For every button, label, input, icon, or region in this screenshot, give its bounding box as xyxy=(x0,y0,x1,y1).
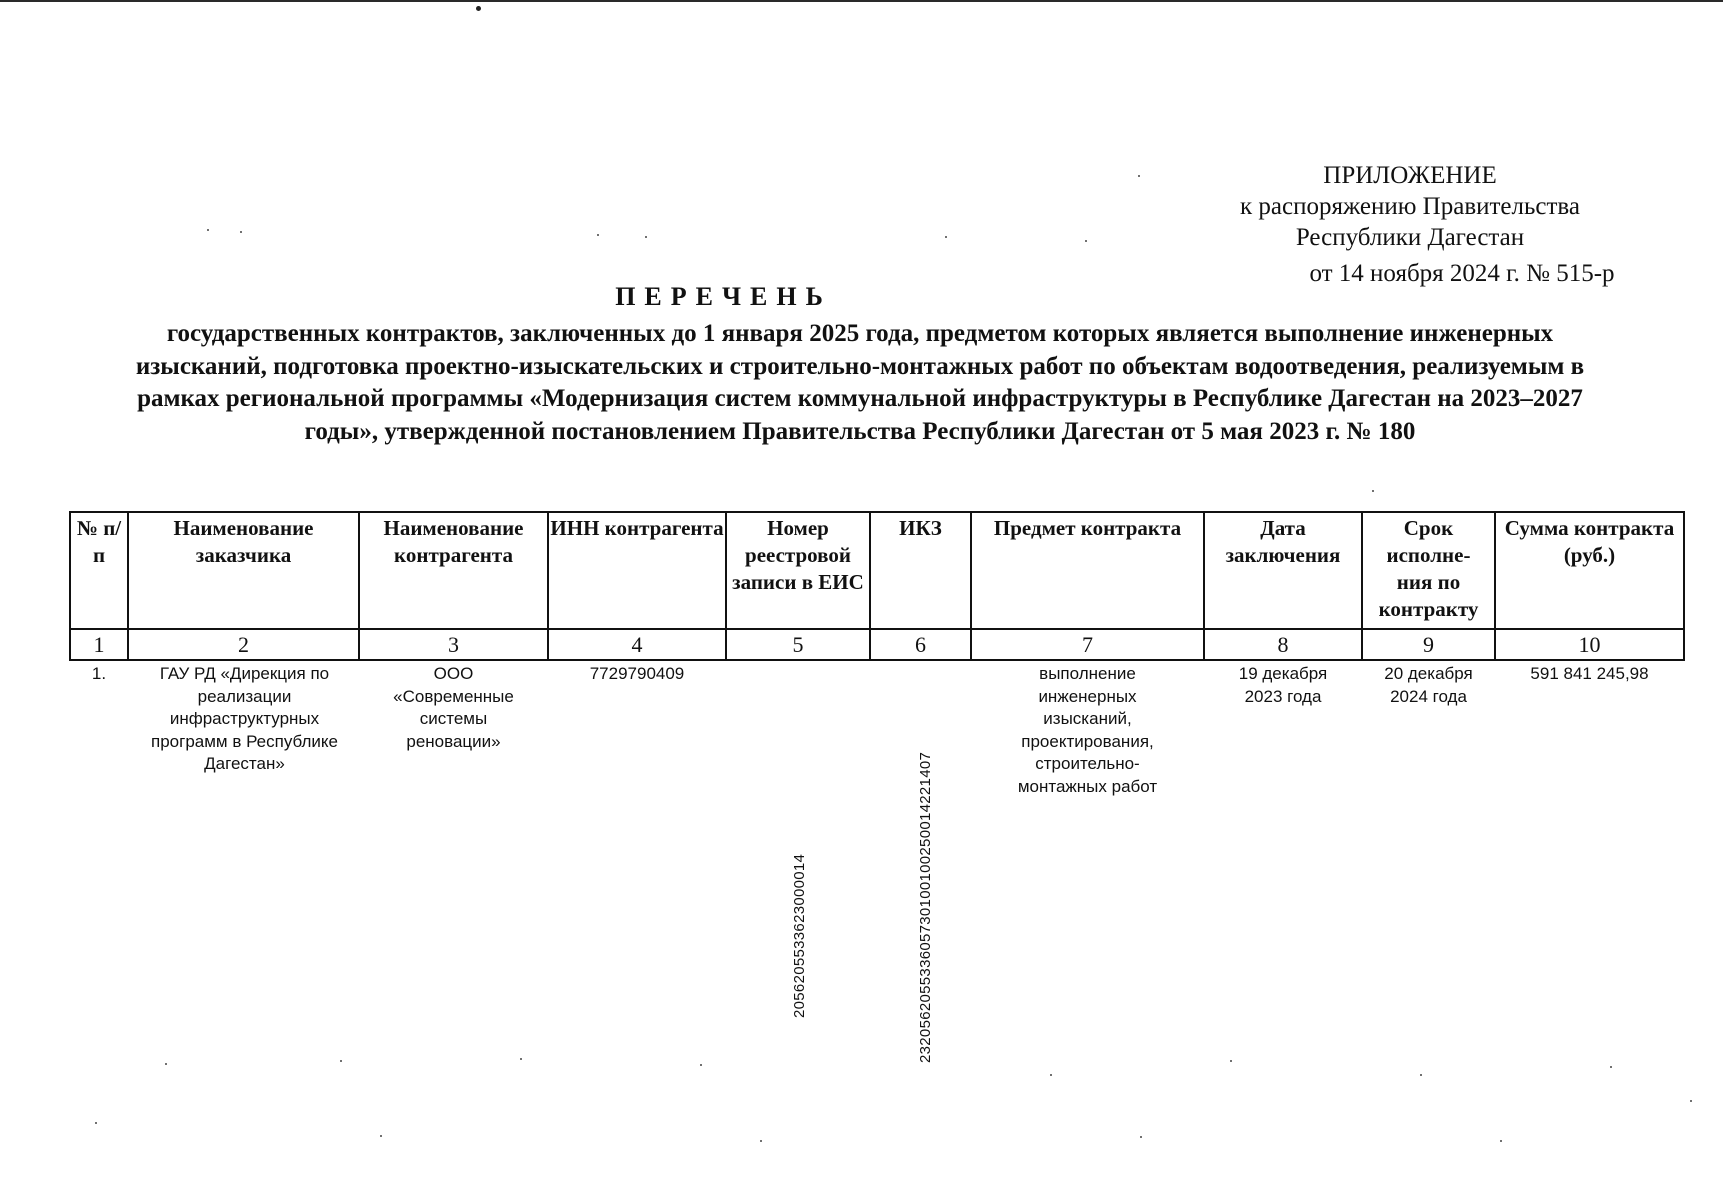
appendix-date: от 14 ноября 2024 г. № 515-р xyxy=(1309,260,1615,287)
column-number: 4 xyxy=(548,629,726,660)
scan-speck xyxy=(95,1122,97,1124)
contractor-cell: ООО «Современные системы реновации» xyxy=(393,664,514,751)
column-number: 6 xyxy=(870,629,971,660)
column-header: Предмет контракта xyxy=(971,512,1204,629)
scan-speck xyxy=(207,229,209,231)
column-header: Сумма контракта (руб.) xyxy=(1495,512,1684,629)
column-header: Номер реестровой записи в ЕИС xyxy=(726,512,870,629)
scan-speck xyxy=(1138,175,1140,177)
column-header: Срок исполне-ния по контракту xyxy=(1362,512,1495,629)
column-header: Дата заключения xyxy=(1204,512,1362,629)
column-header: ИКЗ xyxy=(870,512,971,629)
date-concluded-cell: 19 декабря 2023 года xyxy=(1238,664,1328,706)
document-subtitle: государственных контрактов, заключенных до 1 января 2025 года, предметом которых является выполнение инженерных изысканий, подготовка проектно-изыскательских и строительно-монтажных работ по объектам водоотведения, реализуемым в рамках региональной программы «Модернизация систем коммунальной инфраструктуры в Республике Дагестан на 2023–2027 годы», утвержденной постановлением Правительства Республики Дагестан от 5 мая 2023 г. № 180 xyxy=(135,320,1585,445)
column-number: 2 xyxy=(128,629,359,660)
ikz-cell xyxy=(870,660,971,1063)
scan-speck xyxy=(645,236,647,238)
ikz-wrap xyxy=(870,663,971,1063)
document-title xyxy=(0,282,1723,312)
column-number: 5 xyxy=(726,629,870,660)
column-header: Наименование заказчика xyxy=(128,512,359,629)
column-number: 1 xyxy=(70,629,128,660)
scan-speck xyxy=(1420,1074,1422,1076)
inn-cell: 7729790409 xyxy=(589,664,685,683)
scan-speck xyxy=(380,1135,382,1137)
scan-edge-line xyxy=(0,0,1723,2)
scan-speck xyxy=(700,1064,702,1066)
column-number: 10 xyxy=(1495,629,1684,660)
scan-speck xyxy=(597,234,599,236)
scan-speck xyxy=(760,1140,762,1142)
customer-cell: ГАУ РД «Дирекция по реализации инфраструктурных программ в Республике Дагестан» xyxy=(151,664,338,773)
ikz-text: 232056205533605730100100250014221407 xyxy=(917,751,934,1063)
column-number: 8 xyxy=(1204,629,1362,660)
scan-speck xyxy=(945,236,947,238)
appendix-heading: ПРИЛОЖЕНИЕ xyxy=(1323,162,1497,189)
scan-speck xyxy=(1500,1140,1502,1142)
contracts-table xyxy=(69,511,1685,1063)
column-number-row xyxy=(70,629,1684,660)
scan-speck xyxy=(1610,1066,1612,1068)
column-number: 7 xyxy=(971,629,1204,660)
appendix-block xyxy=(1180,160,1640,289)
column-number: 9 xyxy=(1362,629,1495,660)
column-header: № п/п xyxy=(70,512,128,629)
table-row xyxy=(70,660,1684,1063)
scan-speck xyxy=(165,1063,167,1065)
scan-speck xyxy=(1690,1100,1692,1102)
registry-number-cell xyxy=(726,660,870,1063)
appendix-line: Республики Дагестан xyxy=(1295,224,1525,251)
deadline-cell: 20 декабря 2024 года xyxy=(1384,664,1473,706)
column-number: 3 xyxy=(359,629,548,660)
subject-cell: выполнение инженерных изысканий, проектирования, строительно-монтажных работ xyxy=(1017,664,1158,796)
appendix-line: к распоряжению Правительства xyxy=(1239,193,1580,220)
amount-cell: 591 841 245,98 xyxy=(1530,664,1649,683)
row-number: 1. xyxy=(91,664,107,683)
header-row xyxy=(70,512,1684,629)
document-title-text: ПЕРЕЧЕНЬ xyxy=(615,282,832,311)
column-header: Наименование контрагента xyxy=(359,512,548,629)
column-header: ИНН контрагента xyxy=(548,512,726,629)
registry-number-wrap xyxy=(726,663,870,1063)
registry-number-text: 2056205533623000014 xyxy=(791,853,808,1018)
scan-speck xyxy=(476,6,481,11)
scan-speck xyxy=(1085,240,1087,242)
scan-speck xyxy=(1140,1136,1142,1138)
scan-speck xyxy=(240,231,242,233)
scan-speck xyxy=(1372,490,1374,492)
scan-speck xyxy=(1050,1074,1052,1076)
